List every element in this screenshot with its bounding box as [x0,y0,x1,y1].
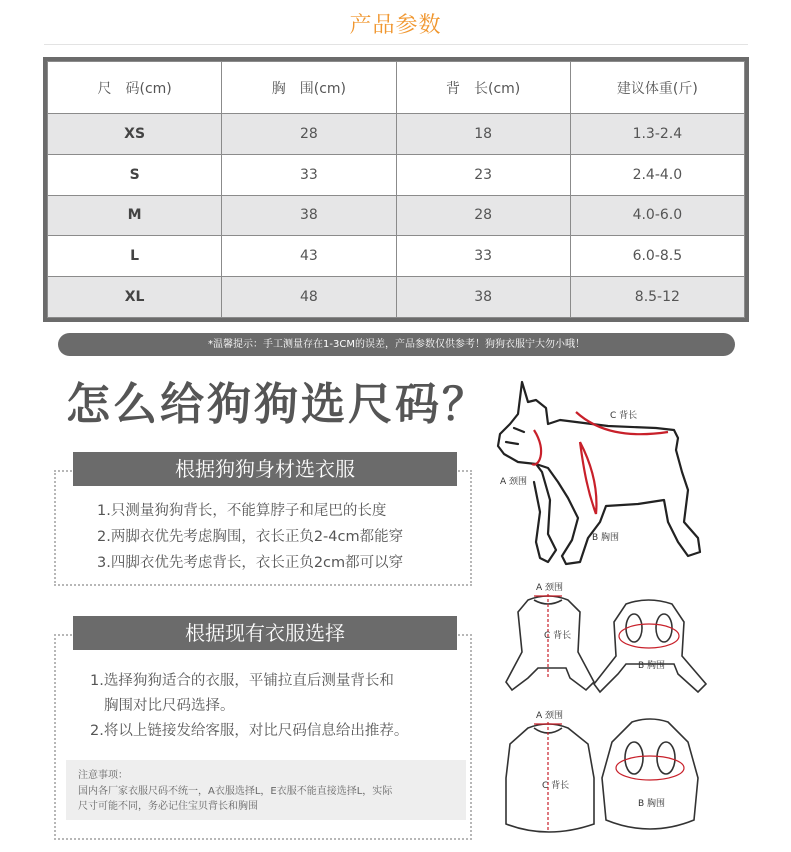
garment-back-icon [602,719,698,829]
size-cell: S [48,154,222,195]
table-row [48,114,745,155]
notes-line: 国内各厂家衣服尺码不统一，A衣服选择L，E衣服不能直接选择L，实际 [78,786,393,797]
table-header-row [48,62,745,114]
dog-measurement-illustration [488,372,718,572]
weight-cell: 1.3-2.4 [570,114,744,155]
section2-line: 2.将以上链接发给客服，对比尺码信息给出推荐。 [90,723,409,739]
back-cell: 28 [396,195,570,236]
chest-cell: 33 [222,154,396,195]
chest-cell: 48 [222,277,396,318]
chest-measure-line [580,442,596,514]
table-row [48,277,745,318]
weight-cell: 2.4-4.0 [570,154,744,195]
chest-cell: 43 [222,236,396,277]
dog-chest-label: B 胸围 [592,533,620,543]
garment1-illustration [498,582,718,702]
garment-front-icon [506,596,594,690]
garment2-chest-label: B 胸围 [638,799,666,809]
back-cell: 23 [396,154,570,195]
section-heading: 怎么给狗狗选尺码？ [66,379,489,430]
dog-neck-label: A 颈围 [500,477,528,487]
size-cell: L [48,236,222,277]
section1-line: 2.两脚衣优先考虑胸围，衣长正负2-4cm都能穿 [97,529,404,545]
garment2-back-label: C 背长 [542,781,570,791]
garment1-back-label: C 背长 [544,631,572,641]
header-chest: 胸 围(cm) [222,62,396,114]
neck-measure-line [532,430,541,465]
table-row [48,154,745,195]
notes-box [66,760,466,820]
header-back: 背 长(cm) [396,62,570,114]
garment2-neck-label: A 颈围 [536,711,564,721]
dog-back-label: C 背长 [610,411,638,421]
tip-bar: *温馨提示：手工测量存在1-3CM的误差，产品参数仅供参考！狗狗衣服宁大勿小哦！ [58,333,735,356]
chest-cell: 28 [222,114,396,155]
section2-line: 1.选择狗狗适合的衣服，平铺拉直后测量背长和 [90,673,394,689]
title-divider [44,44,748,45]
size-cell: XS [48,114,222,155]
garment2-illustration [498,708,718,844]
weight-cell: 6.0-8.5 [570,236,744,277]
table-row [48,195,745,236]
size-cell: M [48,195,222,236]
garment1-neck-label: A 颈围 [536,583,564,593]
table-row [48,236,745,277]
garment1-chest-label: B 胸围 [638,661,666,671]
weight-cell: 8.5-12 [570,277,744,318]
section2-line: 胸围对比尺码选择。 [104,698,235,714]
section1-banner: 根据狗狗身材选衣服 [73,452,457,486]
back-cell: 38 [396,277,570,318]
back-cell: 33 [396,236,570,277]
size-table [43,57,749,322]
header-weight: 建议体重(斤) [570,62,744,114]
notes-title: 注意事项： [78,770,128,781]
section1-line: 3.四脚衣优先考虑背长，衣长正负2cm都可以穿 [97,555,404,571]
size-cell: XL [48,277,222,318]
back-cell: 18 [396,114,570,155]
chest-cell: 38 [222,195,396,236]
garment-back-icon [594,600,706,692]
notes-line: 尺寸可能不同，务必记住宝贝背长和胸围 [78,801,258,812]
header-size: 尺 码(cm) [48,62,222,114]
weight-cell: 4.0-6.0 [570,195,744,236]
section1-line: 1.只测量狗狗背长，不能算脖子和尾巴的长度 [97,503,387,519]
page-title: 产品参数 [349,13,442,38]
garment-front-icon [506,724,594,832]
section2-banner: 根据现有衣服选择 [73,616,457,650]
